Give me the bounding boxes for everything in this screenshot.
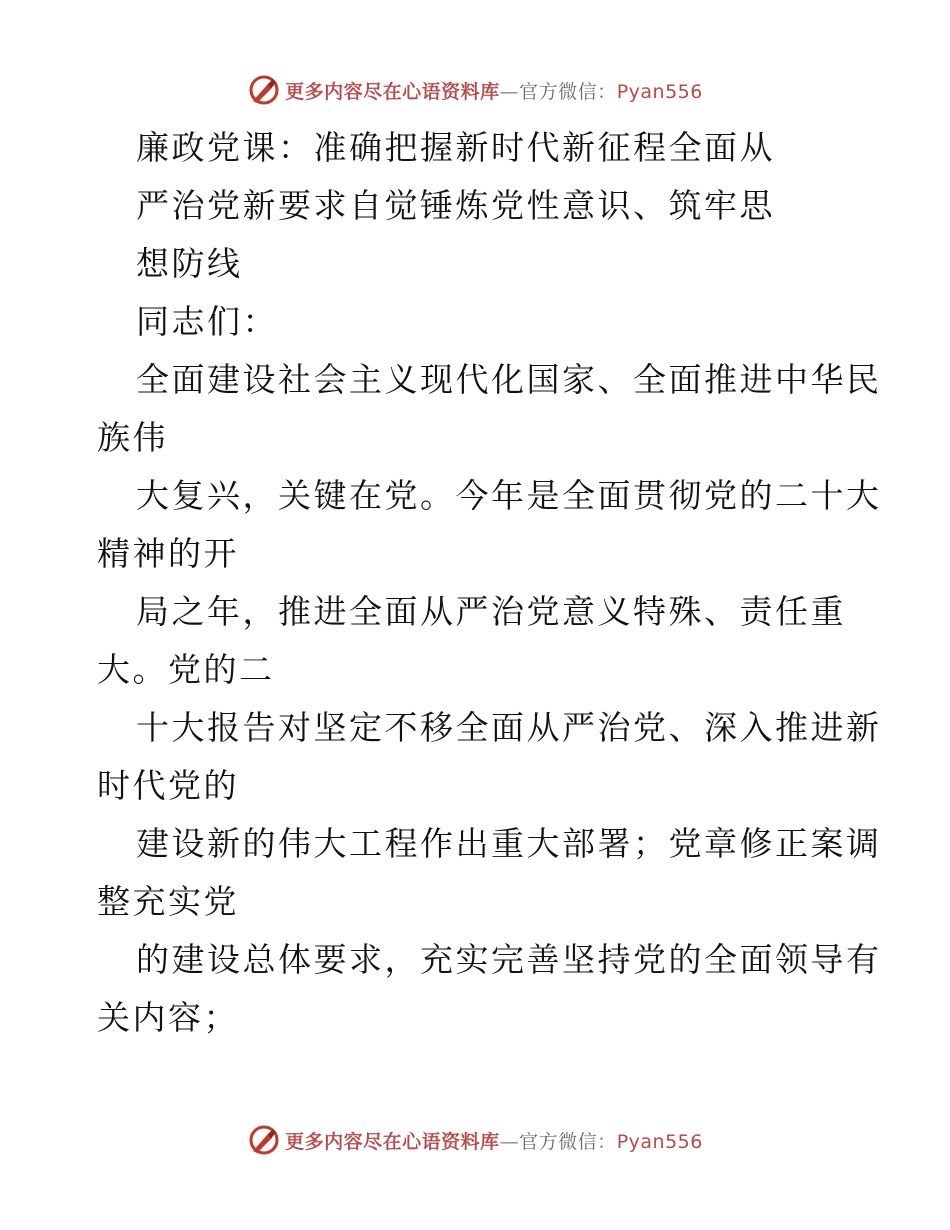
watermark-wechat-id: Pyan556 [616, 1130, 703, 1153]
watermark-dash: — [499, 80, 520, 103]
greeting: 同志们： [136, 302, 278, 341]
paragraph-line: 整充实党 [97, 882, 239, 921]
paragraph-line: 族伟 [97, 418, 168, 457]
title-line: 想防线 [136, 244, 243, 283]
watermark-site: 更多内容尽在心语资料库 [285, 80, 500, 103]
watermark-text [285, 77, 703, 104]
paragraph-line: 关内容； [97, 998, 239, 1037]
title-line: 严治党新要求自觉锤炼党性意识、筑牢思 [136, 186, 775, 225]
paragraph-line: 局之年，推进全面从严治党意义特殊、责任重 [136, 592, 846, 631]
paragraph-line: 大。党的二 [97, 650, 275, 689]
paragraph-line: 十大报告对坚定不移全面从严治党、深入推进新 [136, 708, 882, 747]
watermark-site: 更多内容尽在心语资料库 [285, 1130, 500, 1153]
watermark-wechat-id: Pyan556 [616, 80, 703, 103]
watermark-banner-bottom [0, 1120, 950, 1160]
paragraph-line: 的建设总体要求，充实完善坚持党的全面领导有 [136, 940, 882, 979]
watermark-wechat-label: 官方微信： [519, 1130, 617, 1153]
paragraph-line: 建设新的伟大工程作出重大部署；党章修正案调 [136, 824, 882, 863]
pen-logo-icon [247, 73, 281, 107]
watermark-dash: — [499, 1130, 520, 1153]
title-line: 廉政党课：准确把握新时代新征程全面从 [136, 128, 775, 167]
watermark-wechat-label: 官方微信： [519, 80, 617, 103]
watermark-banner-top [0, 70, 950, 110]
pen-logo-icon [247, 1123, 281, 1157]
paragraph-line: 全面建设社会主义现代化国家、全面推进中华民 [136, 360, 882, 399]
paragraph-line: 大复兴，关键在党。今年是全面贯彻党的二十大 [136, 476, 882, 515]
paragraph-line: 时代党的 [97, 766, 239, 805]
paragraph-line: 精神的开 [97, 534, 239, 573]
watermark-text [285, 1127, 703, 1154]
